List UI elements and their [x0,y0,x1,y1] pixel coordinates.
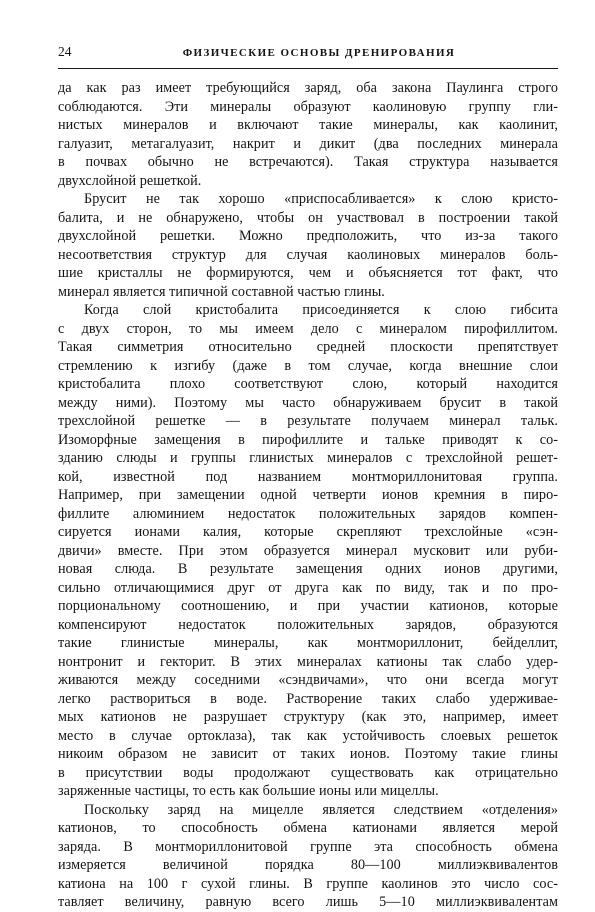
text-line: Например, при замещении одной четверти ионов кремния в пиро- [58,487,558,503]
page-header [58,44,558,62]
text-line: Изоморфные замещения в пирофиллите и тальке приводят к со- [58,431,558,448]
text-line: двичи» вместе. При этом образуется минерал мусковит или руби- [58,542,558,559]
text-line: галуазит, метагалуазит, накрит и дикит (два последних минерала [58,135,558,152]
text-line: живаются между соседними «сэндвичами», что они всегда могут [58,672,558,688]
text-line: шие кристаллы не формируются, чем и объясняется тот факт, что [58,265,558,281]
text-line: никоим образом не зависит от таких ионов. Поэтому такие глины [58,746,558,762]
text-line: катиона на 100 г сухой глины. В группе каолинов это число сос- [58,875,558,892]
text-line: Брусит не так хорошо «приспосабливается» к слою кристо- [84,191,558,207]
book-page [58,44,558,912]
text-line: между ними). Поэтому мы часто обнаруживаем брусит в такой [58,394,558,411]
text-line: Когда слой кристобалита присоединяется к слою гибсита [84,302,558,318]
text-line: да как раз имеет требующийся заряд, оба закона Паулинга строго [58,80,558,96]
text-line: катионов, то способность обмена катионами является мерой [58,820,558,836]
text-line: соблюдаются. Эти минералы образуют каолиновую группу гли- [58,98,558,115]
page-number: 24 [58,44,72,59]
paragraph [58,190,558,301]
text-line: минерал является типичной составной частью глины. [58,283,385,300]
text-line: филлите алюминием недостаток положительных зарядов компен- [58,505,558,522]
text-line: сируется ионами калия, которые скрепляют трехслойные «сэн- [58,524,558,540]
text-line: место в случае ортоклаза), так как устойчивость слоевых решеток [58,727,558,744]
text-line: нистых минералов и включают такие минералы, как каолинит, [58,117,558,133]
text-line: балита, и не обнаружено, чтобы он участвовал в построении такой [58,209,558,226]
text-line: заряда. В монтмориллонитовой группе эта способность обмена [58,838,558,855]
text-line: двухслойной решетки. Можно предположить, что из-за такого [58,228,558,244]
text-line: сильно отличающимися друг от друга как по виду, так и по про- [58,579,558,596]
text-line: в присутствии воды продолжают существовать как отрицательно [58,764,558,781]
text-line: несоответствия структур для случая каолиновых минералов боль- [58,246,558,263]
text-line: нонтронит и гекторит. В этих минералах катионы так слабо удер- [58,653,558,670]
text-line: двухслойной решеткой. [58,172,202,189]
text-line: компенсируют недостаток положительных зарядов, образуются [58,616,558,633]
body-text [58,79,558,912]
text-line: тавляет величину, равную всего лишь 5—10 миллиэквивалентам [58,894,558,910]
running-title: ФИЗИЧЕСКИЕ ОСНОВЫ ДРЕНИРОВАНИЯ [182,47,456,59]
text-line: Поскольку заряд на мицелле является следствием «отделения» [84,801,558,818]
text-line: Такая симметрия относительно средней плоскости препятствует [58,339,558,355]
text-line: мых катионов не разрушает структуру (как это, например, имеет [58,709,558,725]
text-line: измеряется величиной порядка 80—100 миллиэквивалентов [58,857,558,873]
text-line: легко раствориться в воде. Растворение таких слабо удерживае- [58,690,558,707]
text-line: с двух сторон, то мы имеем дело с минералом пирофиллитом. [58,320,558,337]
text-line: трехслойной решетке — в результате получаем минерал тальк. [58,413,558,429]
text-line: кристобалита плохо соответствуют слою, который находится [58,376,558,392]
text-line: стремлению к изгибу (даже в том случае, когда внешние слои [58,357,558,374]
header-rule [58,68,558,69]
text-line: в почвах обычно не встречаются). Такая структура называется [58,154,558,170]
paragraph [58,801,558,912]
text-line: зданию слюды и группы глинистых минералов с трехслойной решет- [58,450,558,466]
text-line: заряженные частицы, то есть как большие ионы или мицеллы. [58,783,439,799]
text-line: кой, известной под названием монтмориллонитовая группа. [58,468,558,485]
text-line: порциональному соотношению, и при участии катионов, которые [58,598,558,614]
text-line: новая слюда. В результате замещения одних ионов другими, [58,561,558,577]
paragraph [58,301,558,801]
paragraph [58,79,558,190]
text-line: такие глинистые минералы, как монтмориллонит, бейделлит, [58,635,558,651]
